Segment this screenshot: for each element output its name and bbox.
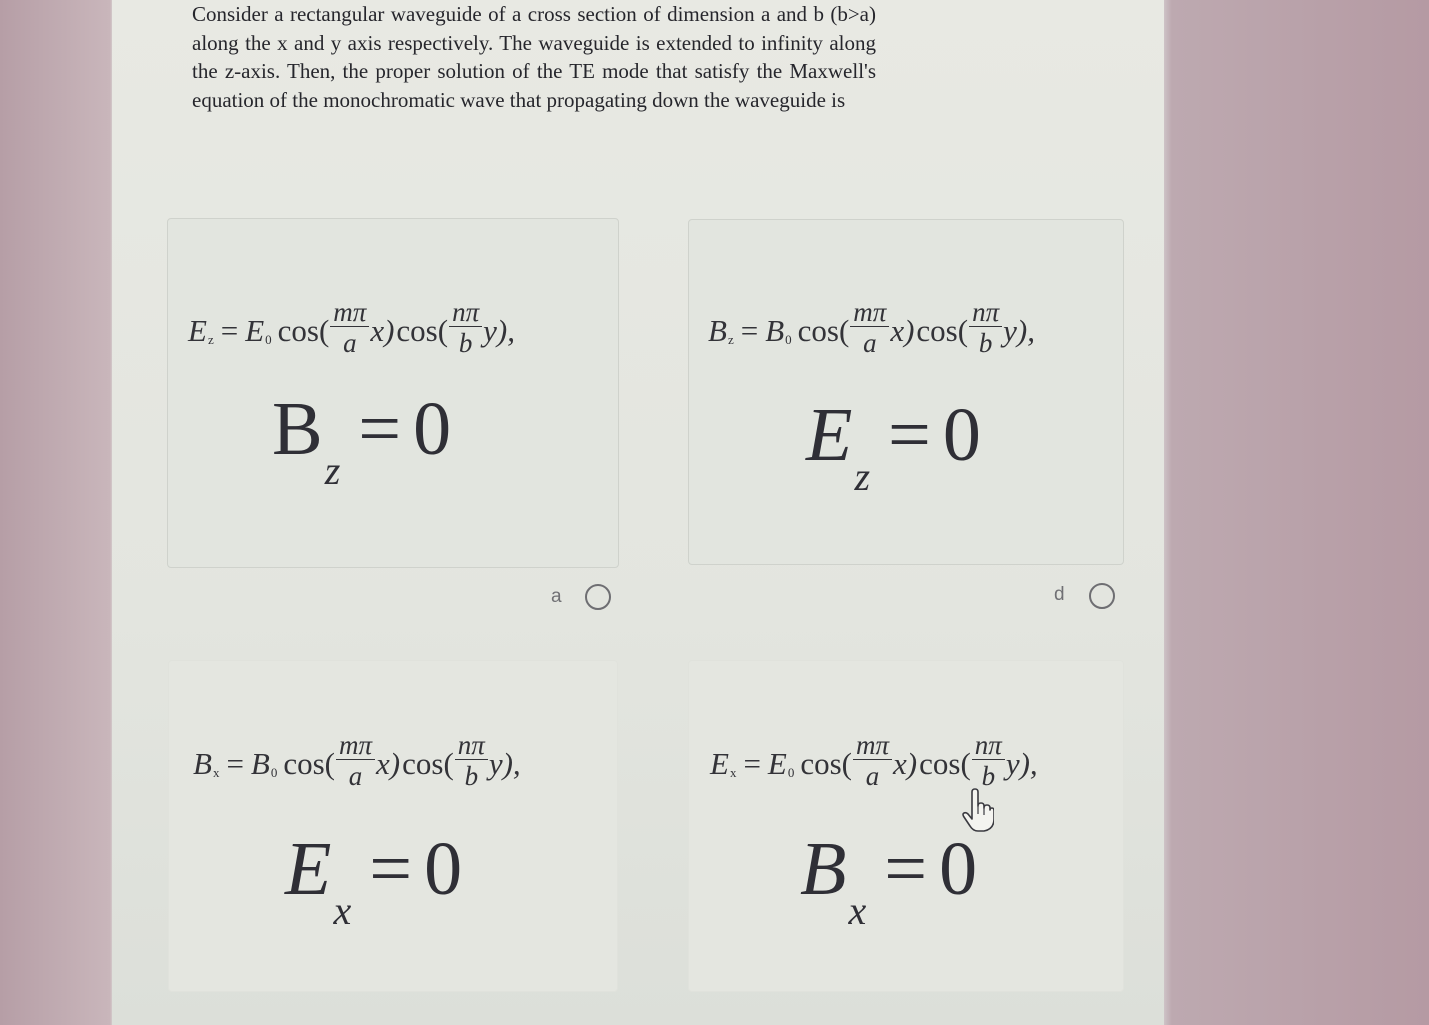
zero-field-subscript: x: [848, 888, 867, 933]
field-subscript: x: [729, 764, 737, 780]
cos-term: cos(: [283, 745, 336, 781]
equals-sign: =: [740, 312, 759, 348]
zero-field-subscript: z: [324, 448, 341, 493]
amplitude-subscript: 0: [265, 331, 272, 347]
cos-term: cos(: [797, 312, 850, 348]
option-a-equation: [188, 297, 515, 361]
x-term: x): [890, 312, 915, 348]
option-c-zero-condition: [285, 826, 463, 933]
zero-value: 0: [424, 827, 463, 911]
fraction-m: $\frac{m\pi}{a}$: [850, 298, 889, 359]
fraction-n: $\frac{n\pi}{b}$: [972, 731, 1005, 792]
cos-term: cos(: [919, 745, 971, 781]
equals-sign: =: [220, 312, 239, 348]
field-symbol: E: [710, 745, 729, 781]
zero-field-symbol: E: [806, 393, 853, 477]
fraction-m: $\frac{m\pi}{a}$: [330, 298, 369, 359]
cos-term: cos(: [402, 745, 454, 781]
amplitude-symbol: B: [765, 312, 785, 348]
amplitude-symbol: E: [767, 745, 787, 781]
equals-sign: =: [226, 745, 244, 781]
option-d-label: d: [1054, 584, 1065, 605]
cos-term: cos(: [277, 312, 330, 348]
amplitude-symbol: B: [250, 745, 270, 781]
cos-term: cos(: [800, 745, 853, 781]
field-symbol: B: [193, 745, 212, 781]
fraction-n: $\frac{n\pi}{b}$: [969, 298, 1002, 359]
field-symbol: B: [708, 312, 727, 348]
amplitude-symbol: E: [245, 312, 265, 348]
fraction-m: $\frac{m\pi}{a}$: [336, 731, 375, 792]
zero-value: 0: [942, 393, 981, 477]
option-d-equation: [708, 297, 1035, 361]
option-a-radio[interactable]: [585, 584, 611, 610]
cos-term: cos(: [396, 312, 449, 348]
zero-value: 0: [939, 827, 978, 911]
y-term: y),: [483, 312, 515, 348]
field-symbol: E: [188, 312, 207, 348]
equals-sign: =: [358, 387, 402, 471]
amplitude-subscript: 0: [270, 764, 278, 780]
x-term: x): [376, 745, 401, 781]
option-d-zero-condition: [806, 392, 981, 499]
option-a-label: a: [551, 586, 562, 607]
fraction-n: $\frac{n\pi}{b}$: [449, 298, 482, 359]
zero-value: 0: [413, 387, 452, 471]
x-term: x): [893, 745, 918, 781]
option-b-zero-condition: [800, 826, 978, 933]
equals-sign: =: [743, 745, 761, 781]
equals-sign: =: [369, 827, 413, 911]
zero-field-symbol: B: [272, 387, 323, 471]
field-subscript: z: [207, 331, 214, 347]
option-b-equation: [710, 730, 1038, 794]
field-subscript: z: [727, 331, 734, 347]
amplitude-subscript: 0: [787, 764, 795, 780]
fraction-m: $\frac{m\pi}{a}$: [853, 731, 892, 792]
zero-field-symbol: E: [285, 827, 332, 911]
option-c-equation: [193, 730, 521, 794]
zero-field-subscript: z: [854, 454, 871, 499]
amplitude-subscript: 0: [785, 331, 792, 347]
cos-term: cos(: [916, 312, 969, 348]
x-term: x): [370, 312, 395, 348]
field-subscript: x: [212, 764, 220, 780]
question-text: Consider a rectangular waveguide of a cross section of dimension a and b (b>a) along the x and y axis respectively. The waveguide is extended to infinity along the z-axis. Then, the proper solution of the TE mode that satisfy the Maxwell's equation of the monochromatic wave that propagating down the waveguide is: [192, 2, 876, 112]
y-term: y),: [488, 745, 521, 781]
y-term: y),: [1005, 745, 1038, 781]
equals-sign: =: [884, 827, 928, 911]
option-a-zero-condition: [272, 386, 452, 493]
hand-pointer-icon: [960, 788, 994, 832]
option-d-radio[interactable]: [1089, 583, 1115, 609]
zero-field-symbol: B: [800, 827, 847, 911]
fraction-n: $\frac{n\pi}{b}$: [455, 731, 488, 792]
equals-sign: =: [888, 393, 931, 477]
y-term: y),: [1003, 312, 1035, 348]
zero-field-subscript: x: [333, 888, 352, 933]
